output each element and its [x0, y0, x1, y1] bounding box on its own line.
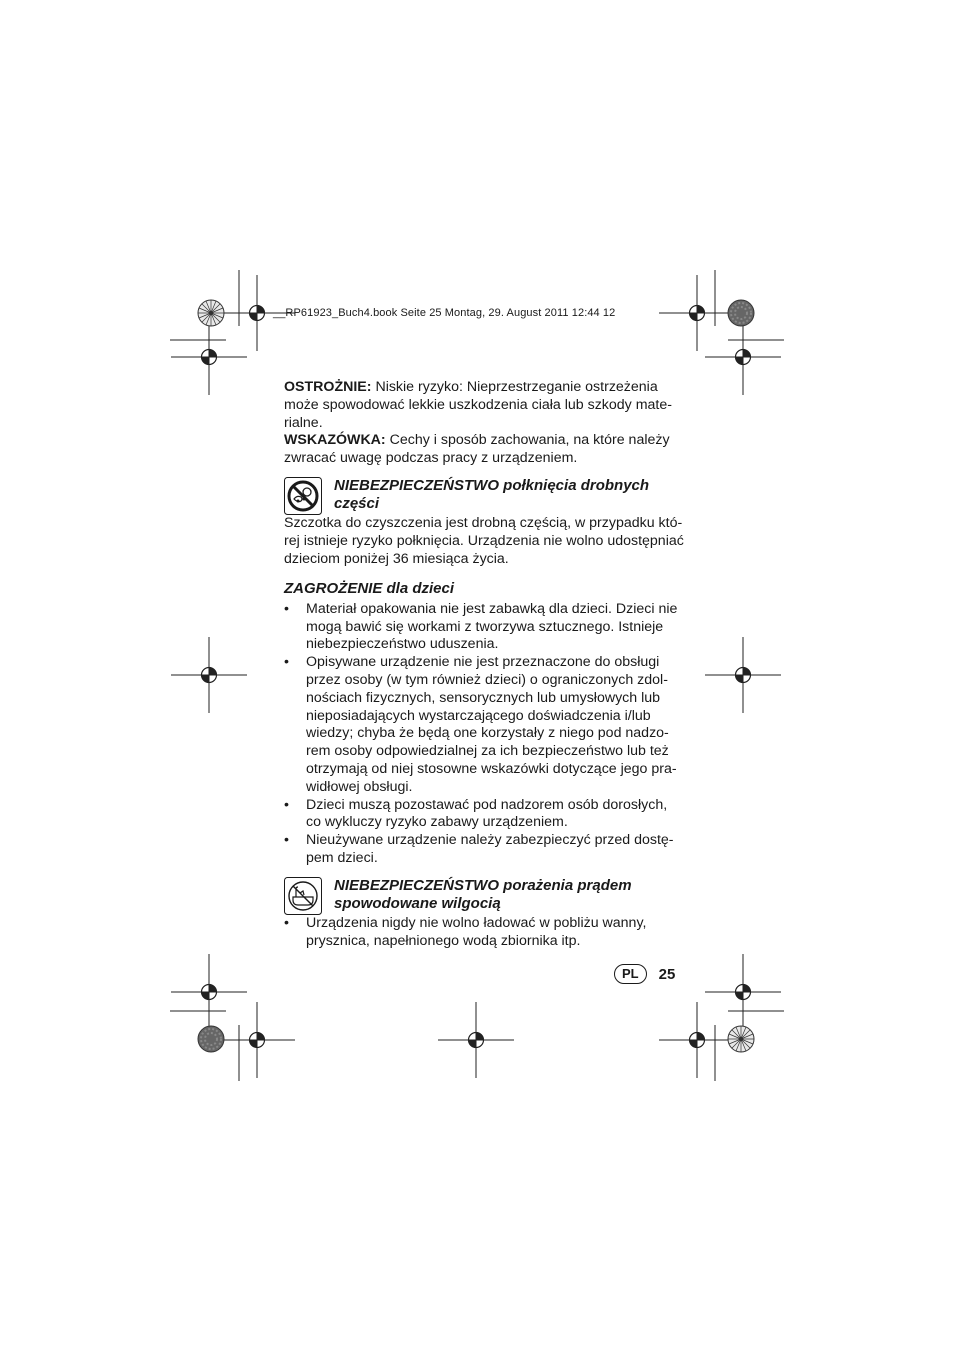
list-item: • Materiał opakowania nie jest zabawką dla dzieci. Dzieci nie mogą bawić się workami z tworzywa sztucznego. Istnieje niebezpieczeństwo uduszenia. [284, 601, 686, 654]
children-section-title: ZAGROŻENIE dla dzieci [284, 580, 455, 598]
shock-warning-title: NIEBEZPIECZEŃSTWO porażenia prądem spowodowane wilgocią [334, 876, 632, 913]
page-footer [614, 964, 675, 984]
list-item: • Opisywane urządzenie nie jest przeznaczone do obsługi przez osoby (w tym również dzieci) o ograniczonych zdol- nościach fizycznych, sensorycznych lub umysłowych lub nieposiadających wystarczającego doświadczenia i/lub wiedzy; chyba że będą one korzystały z niego pod nadzo- rem osoby odpowiedzialnej za ich bezpieczeństwo lub też otrzymają od niej stosowne wskazówki dotyczące jego pra- widłowej obsługi. [284, 654, 686, 796]
caution-label: OSTROŻNIE: [284, 379, 372, 395]
shock-bullet-list [284, 915, 686, 951]
caution-paragraph: OSTROŻNIE: Niskie ryzyko: Nieprzestrzeganie ostrzeżenia może spowodować lekkie uszkodzenia ciała lub szkody mate- rialne. [284, 379, 672, 431]
swallow-warning-title: NIEBEZPIECZEŃSTWO połknięcia drobnych części [334, 476, 650, 513]
list-item: • Urządzenia nigdy nie wolno ładować w pobliżu wanny, prysznica, napełnionego wodą zbiornika itp. [284, 915, 686, 951]
no-small-parts-icon [284, 477, 322, 515]
children-bullet-list [284, 601, 686, 868]
page-content [284, 379, 686, 950]
note-paragraph: WSKAZÓWKA: Cechy i sposób zachowania, na które należy zwracać uwagę podczas pracy z urządzeniem. [284, 432, 670, 467]
no-bathtub-icon [284, 877, 322, 915]
swallow-warning-heading [284, 477, 686, 515]
shock-warning-heading [284, 877, 686, 915]
page-number: 25 [658, 965, 676, 983]
note-label: WSKAZÓWKA: [284, 432, 386, 449]
language-badge: PL [614, 964, 647, 984]
print-info-header: __RP61923_Buch4.book Seite 25 Montag, 29. August 2011 12:44 12 [273, 307, 616, 319]
swallow-warning-body: Szczotka do czyszczenia jest drobną częścią, w przypadku któ- rej istnieje ryzyko połknięcia. Urządzenia nie wolno udostępniać dzieciom poniżej 36 miesiąca życia. [284, 514, 684, 567]
list-item: • Dzieci muszą pozostawać pod nadzorem osób dorosłych, co wykluczy ryzyko zabawy urządzeniem. [284, 797, 686, 833]
list-item: • Nieużywane urządzenie należy zabezpieczyć przed dostę- pem dzieci. [284, 832, 686, 868]
